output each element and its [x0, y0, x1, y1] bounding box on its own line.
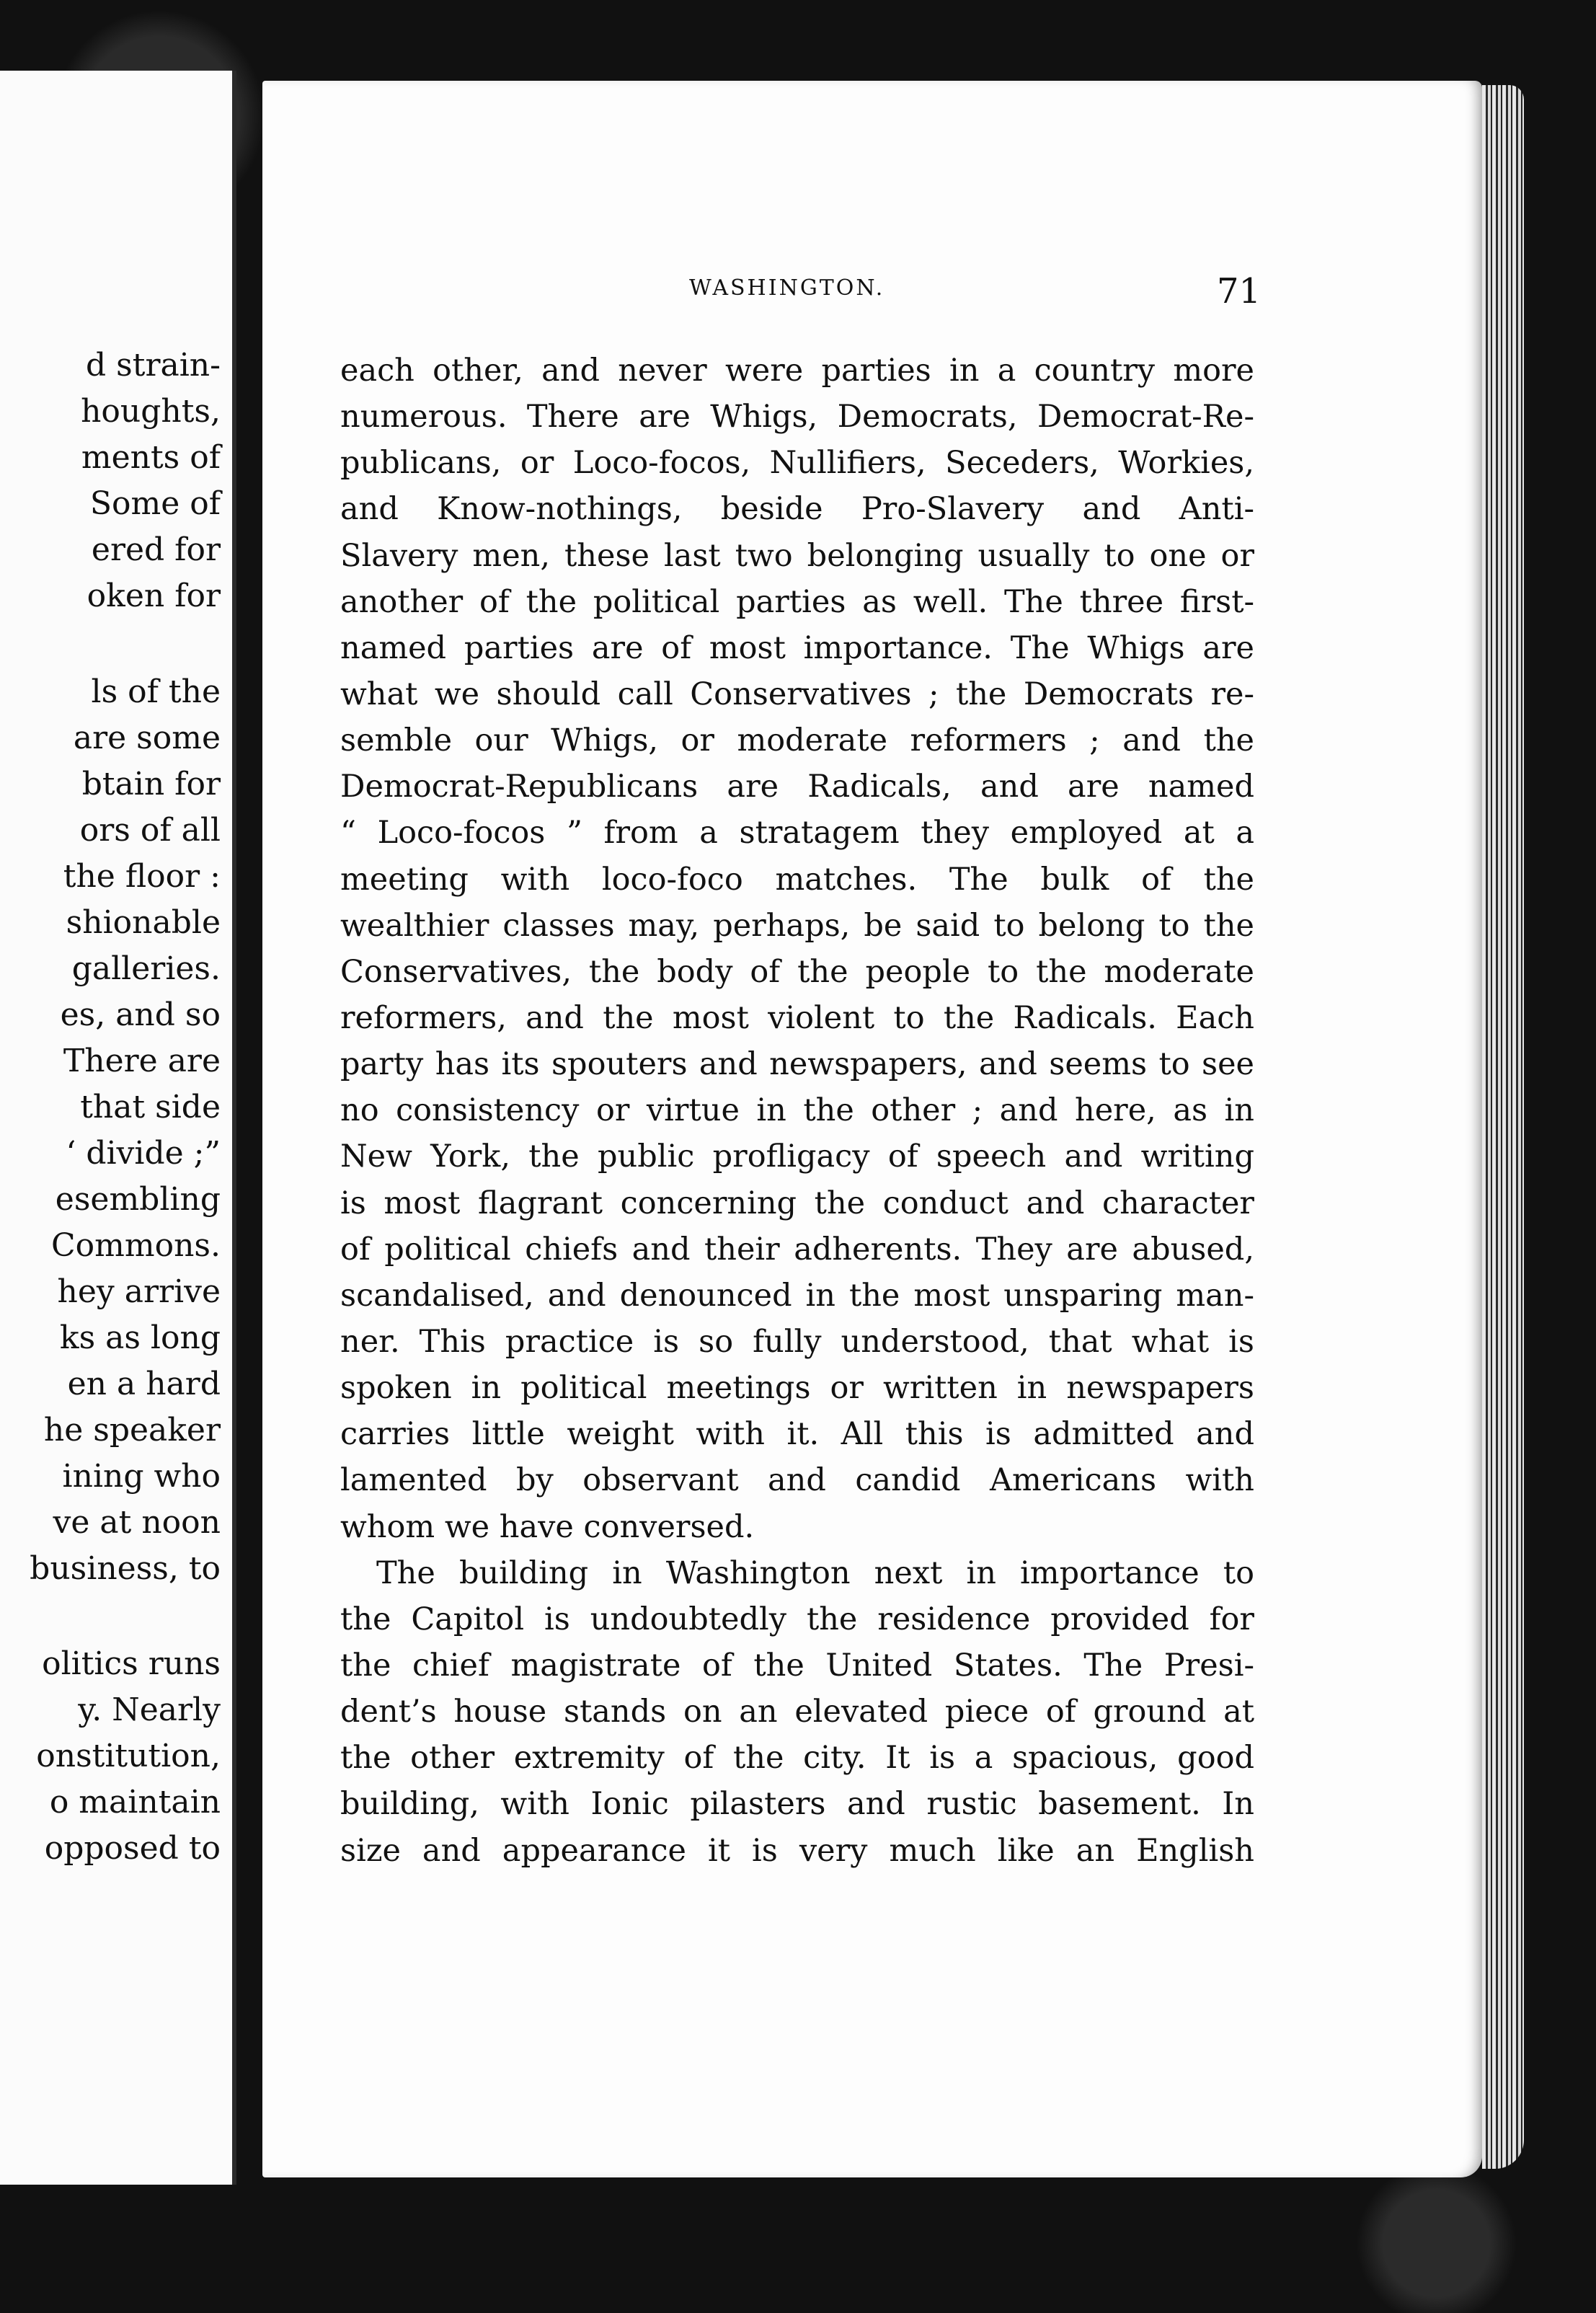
left-page-line: ks as long [59, 1319, 221, 1356]
left-page-line: shionable [66, 904, 221, 941]
left-page-line: There are [63, 1043, 221, 1079]
text-line: each other, and never were parties in a country more [340, 353, 1254, 389]
text-line: carries little weight with it. All this is admitted and [340, 1416, 1254, 1453]
running-head: WASHINGTON. [689, 275, 885, 301]
left-page-line: ered for [91, 531, 221, 568]
text-line: and Know-nothings, beside Pro-Slavery and Anti- [340, 491, 1254, 528]
text-line: is most flagrant concerning the conduct and character [340, 1185, 1254, 1221]
page-edge [1482, 85, 1524, 2169]
text-line: numerous. There are Whigs, Democrats, Democrat-Re- [340, 399, 1254, 435]
left-page [0, 71, 236, 2185]
text-line: publicans, or Loco-focos, Nullifiers, Seceders, Workies, [340, 445, 1254, 482]
text-line: whom we have conversed. [340, 1508, 755, 1545]
left-page-line: he speaker [43, 1412, 221, 1449]
left-page-line: oken for [87, 578, 221, 614]
text-line: Slavery men, these last two belonging usually to one or [340, 537, 1254, 574]
text-line: scandalised, and denounced in the most unsparing man- [340, 1277, 1254, 1314]
text-line: “ Loco-focos ” from a stratagem they employed at a [340, 815, 1254, 852]
left-page-line: galleries. [71, 950, 221, 987]
text-line: party has its spouters and newspapers, and seems to see [340, 1046, 1254, 1083]
page-number: 71 [1217, 271, 1262, 311]
body-text [340, 348, 1254, 1874]
text-line: building, with Ionic pilasters and rustic basement. In [340, 1786, 1254, 1823]
left-page-line: ve at noon [53, 1504, 221, 1541]
text-line: another of the political parties as well. The three first- [340, 583, 1254, 620]
text-line: meeting with loco-foco matches. The bulk of the [340, 861, 1254, 898]
text-line: reformers, and the most violent to the Radicals. Each [340, 999, 1254, 1036]
text-line: size and appearance it is very much like an English [340, 1832, 1254, 1869]
text-line: Democrat-Republicans are Radicals, and are named [340, 769, 1254, 805]
text-line: lamented by observant and candid Americans with [340, 1462, 1254, 1499]
left-page-line: en a hard [67, 1366, 221, 1402]
text-line: The building in Washington next in importance to [376, 1554, 1254, 1591]
text-line: semble our Whigs, or moderate reformers ; and the [340, 722, 1254, 759]
left-page-line: opposed to [44, 1830, 221, 1867]
text-line: dent’s house stands on an elevated piece of ground at [340, 1694, 1254, 1730]
left-page-line: ls of the [91, 673, 221, 710]
left-page-line: o maintain [49, 1784, 221, 1821]
text-line: spoken in political meetings or written in newspapers [340, 1370, 1254, 1407]
text-line: the chief magistrate of the United States. The Presi- [340, 1647, 1254, 1684]
left-page-line: ors of all [79, 812, 221, 849]
text-line: Conservatives, the body of the people to the moderate [340, 953, 1254, 990]
left-page-line: onstitution, [36, 1738, 221, 1774]
text-line: wealthier classes may, perhaps, be said to belong to the [340, 907, 1254, 944]
left-page-line: olitics runs [42, 1645, 221, 1682]
left-page-line: are some [73, 720, 221, 756]
left-page-line: d strain- [86, 347, 221, 384]
left-page-line: btain for [81, 766, 221, 802]
left-page-line: the floor : [63, 858, 221, 895]
text-line: no consistency or virtue in the other ; and here, as in [340, 1092, 1254, 1129]
left-page-line: that side [80, 1089, 221, 1125]
text-line: what we should call Conservatives ; the Democrats re- [340, 676, 1254, 712]
left-page-line: Some of [89, 485, 221, 522]
text-line: the Capitol is undoubtedly the residence provided for [340, 1601, 1254, 1637]
left-page-line: ining who [62, 1458, 221, 1495]
left-page-line: ments of [81, 439, 221, 476]
left-page-line: es, and so [60, 996, 221, 1033]
left-page-line: hey arrive [57, 1273, 221, 1310]
text-line: ner. This practice is so fully understood, that what is [340, 1323, 1254, 1360]
text-line: New York, the public profligacy of speech and writing [340, 1138, 1254, 1175]
left-page-line: Commons. [51, 1227, 221, 1264]
left-page-line: esembling [55, 1181, 221, 1218]
left-page-line: ‘ divide ;” [66, 1135, 221, 1172]
text-line: named parties are of most importance. The Whigs are [340, 629, 1254, 666]
left-page-line: y. Nearly [78, 1691, 221, 1728]
text-line: the other extremity of the city. It is a spacious, good [340, 1740, 1254, 1777]
left-page-line: business, to [30, 1550, 221, 1587]
left-page-line: houghts, [81, 393, 221, 430]
text-line: of political chiefs and their adherents. They are abused, [340, 1231, 1254, 1268]
